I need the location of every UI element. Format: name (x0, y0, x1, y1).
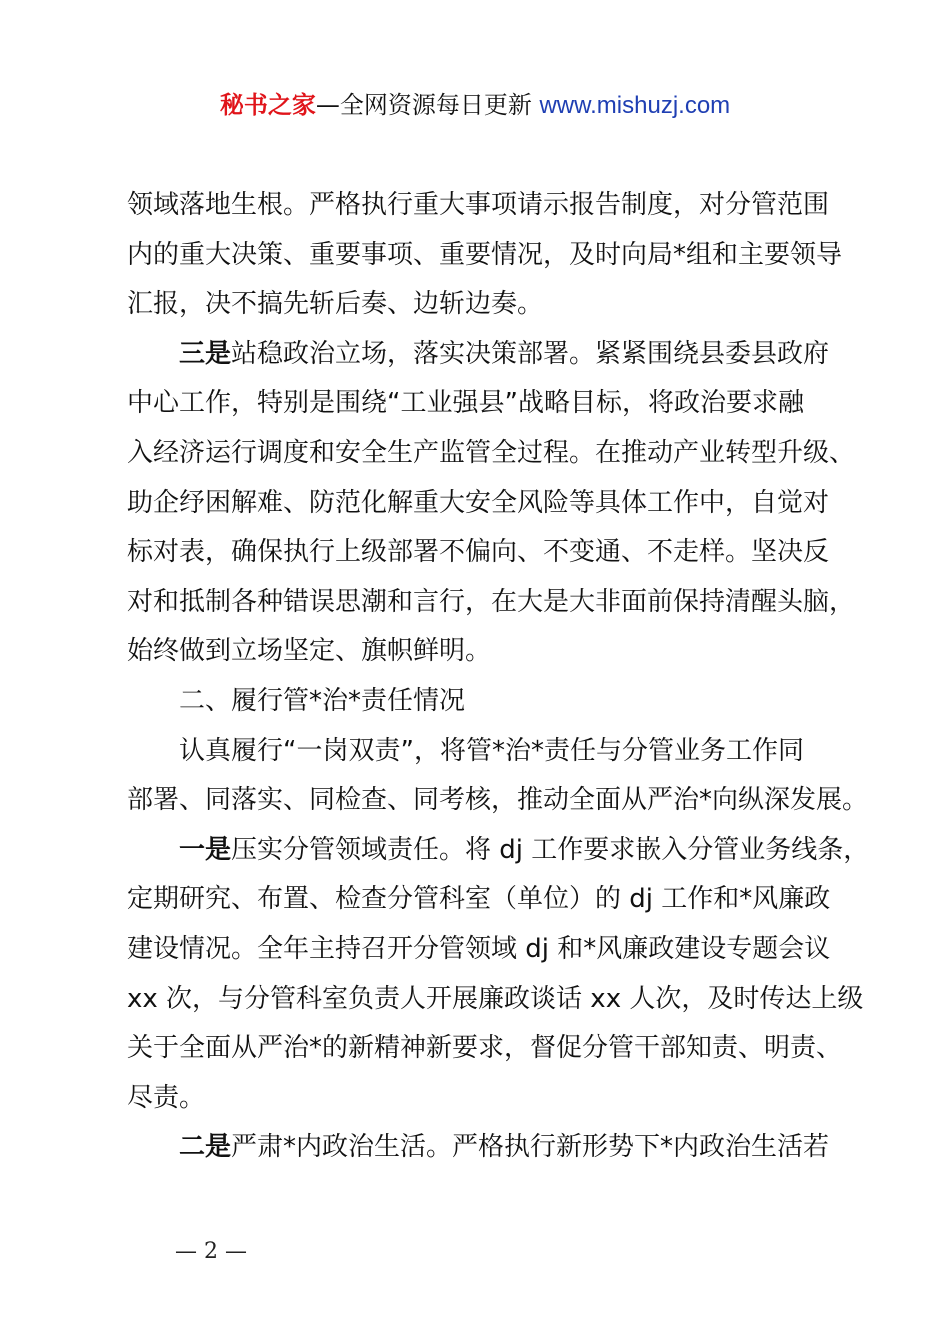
text-line: 建设情况。全年主持召开分管领域 dj 和*风廉政建设专题会议 (127, 933, 831, 964)
paragraph-lead: 二是 (179, 1132, 232, 1163)
text-line: 尽责。 (127, 1082, 206, 1113)
text-line: 汇报，决不搞先斩后奏、边斩边奏。 (127, 289, 544, 320)
paragraph-lead: 三是 (179, 338, 232, 369)
text-line: 中心工作，特别是围绕“工业强县”战略目标，将政治要求融 (127, 388, 804, 419)
document-body (127, 181, 870, 1173)
paragraph-lead: 一是 (179, 834, 232, 865)
header-tagline: —全网资源每日更新 (315, 91, 540, 119)
paragraph-item-three: 三是站稳政治立场，落实决策部署。紧紧围绕县委县政府 (179, 338, 830, 369)
site-header (0, 88, 950, 123)
section-heading: 二、履行管*治*责任情况 (179, 685, 466, 716)
text-line: xx 次，与分管科室负责人开展廉政谈话 xx 人次，及时传达上级 (127, 983, 864, 1014)
text-line: 部署、同落实、同检查、同考核，推动全面从严治*向纵深发展。 (127, 785, 869, 816)
paragraph-item-one: 一是压实分管领域责任。将 dj 工作要求嵌入分管业务线条， (179, 834, 870, 865)
site-url[interactable]: www.mishuzj.com (539, 92, 731, 119)
page-number: — 2 — (175, 1239, 247, 1264)
text-line: 标对表，确保执行上级部署不偏向、不变通、不走样。坚决反 (127, 537, 830, 568)
text-line: 助企纾困解难、防范化解重大安全风险等具体工作中，自觉对 (127, 487, 830, 518)
text-line: 关于全面从严治*的新精神新要求，督促分管干部知责、明责、 (127, 1033, 843, 1064)
text-line: 对和抵制各种错误思潮和言行，在大是大非面前保持清醒头脑， (127, 586, 856, 617)
text-line: 认真履行“一岗双责”，将管*治*责任与分管业务工作同 (179, 735, 804, 766)
text-line: 内的重大决策、重要事项、重要情况，及时向局*组和主要领导 (127, 239, 843, 270)
brand-name: 秘书之家 (219, 91, 316, 119)
text-line: 定期研究、布置、检查分管科室（单位）的 dj 工作和*风廉政 (127, 884, 831, 915)
paragraph-item-two: 二是严肃*内政治生活。严格执行新形势下*内政治生活若 (179, 1132, 830, 1163)
text-line: 入经济运行调度和安全生产监管全过程。在推动产业转型升级、 (127, 437, 856, 468)
text-line: 始终做到立场坚定、旗帜鲜明。 (127, 636, 492, 667)
text-line: 领域落地生根。严格执行重大事项请示报告制度，对分管范围 (127, 190, 830, 220)
